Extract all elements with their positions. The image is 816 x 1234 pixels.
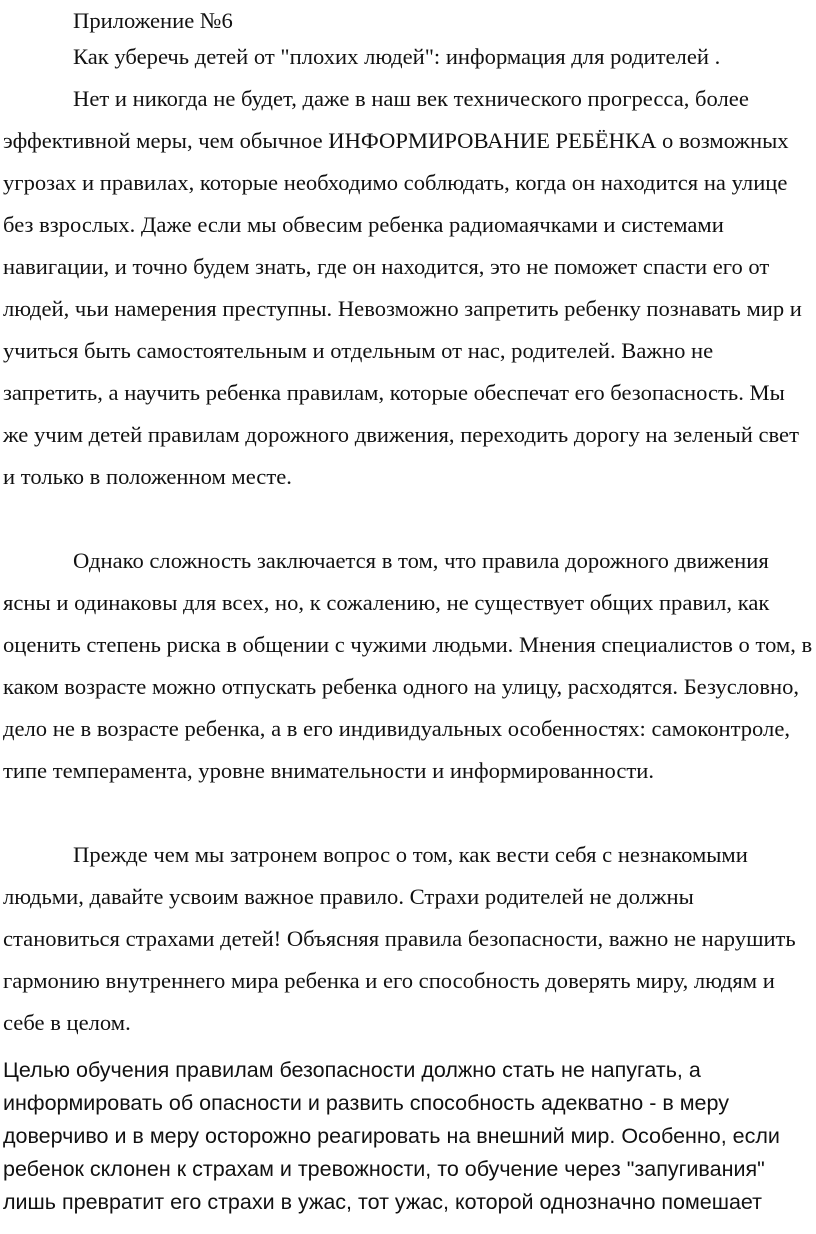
appendix-label: Приложение №6 — [73, 8, 233, 33]
paragraph-1: Нет и никогда не будет, даже в наш век технического прогресса, более эффективной меры, чем обычное ИНФОРМИРОВАНИЕ РЕБЁНКА о возможных угрозах и правилах, которые необходимо соблюдать, когда он находится на улице без взрослых. Даже если мы обвесим ребенка радиомаячками и системами навигации, и точно будем знать, где он находится, это не поможет спасти его от людей, чьи намерения преступны. Невозможно запретить ребенку познавать мир и учиться быть самостоятельным и отдельным от нас, родителей. Важно не запретить, а научить ребенка правилам, которые обеспечат его безопасность. Мы же учим детей правилам дорожного движения, переходить дорогу на зеленый свет и только в положенном месте. — [3, 86, 802, 489]
paragraph-3: Прежде чем мы затронем вопрос о том, как вести себя с незнакомыми людьми, давайте усвоим важное правило. Страхи родителей не должны становиться страхами детей! Объясняя правила безопасности, важно не нарушить гармонию внутреннего мира ребенка и его способность доверять миру, людям и себе в целом. — [3, 842, 796, 1035]
document-title: Как уберечь детей от "плохих людей": информация для родителей . — [73, 44, 721, 69]
closing-paragraph: Целью обучения правилам безопасности должно стать не напугать, а информировать об опасности и развить способность адекватно - в меру доверчиво и в меру осторожно реагировать на внешний мир. Особенно, если ребенок склонен к страхам и тревожности, то обучение через "запугивания" лишь превратит его страхи в ужас, тот ужас, которой однозначно помешает — [3, 1058, 780, 1214]
paragraph-2: Однако сложность заключается в том, что правила дорожного движения ясны и одинаковы для всех, но, к сожалению, не существует общих правил, как оценить степень риска в общении с чужими людьми. Мнения специалистов о том, в каком возрасте можно отпускать ребенка одного на улицу, расходятся. Безусловно, дело не в возрасте ребенка, а в его индивидуальных особенностях: самоконтроле, типе темперамента, уровне внимательности и информированности. — [3, 548, 813, 783]
